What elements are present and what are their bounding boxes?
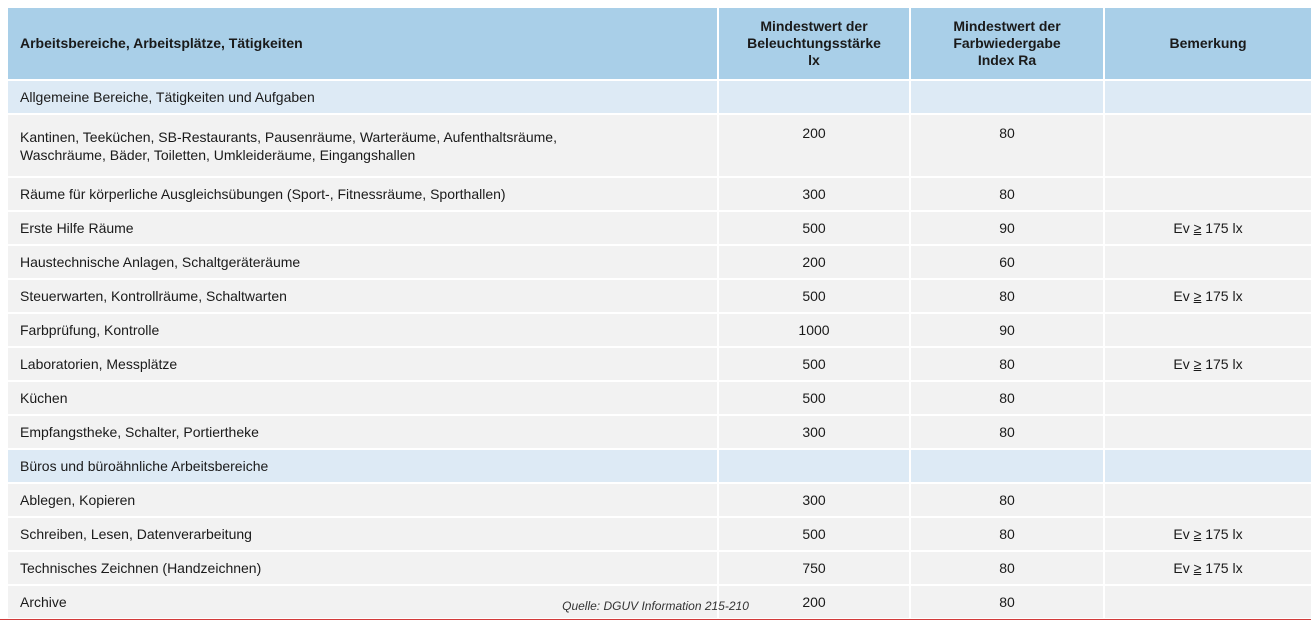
row-label: Archive: [8, 586, 719, 620]
header-illuminance-line2: Beleuchtungsstärke: [747, 35, 881, 51]
row-lx: 200: [719, 115, 911, 178]
remark-prefix: Ev: [1173, 526, 1194, 542]
section-row-office: [8, 450, 1311, 484]
row-label: Farbprüfung, Kontrolle: [8, 314, 719, 348]
row-lx: 500: [719, 518, 911, 552]
remark-suffix: 175 lx: [1201, 220, 1243, 236]
table-row: [8, 246, 1311, 280]
remark-prefix: Ev: [1173, 288, 1194, 304]
row-label: Haustechnische Anlagen, Schaltgeräteräume: [8, 246, 719, 280]
row-remark: [1105, 382, 1311, 416]
section-empty-cell: [719, 450, 911, 484]
table-row: [8, 416, 1311, 450]
table-row: [8, 552, 1311, 586]
header-illuminance: [719, 8, 911, 81]
row-lx: 500: [719, 382, 911, 416]
remark-prefix: Ev: [1173, 560, 1194, 576]
row-remark: [1105, 518, 1311, 552]
table-row: [8, 484, 1311, 518]
row-remark: [1105, 348, 1311, 382]
remark-suffix: 175 lx: [1201, 526, 1243, 542]
section-empty-cell: [1105, 81, 1311, 115]
row-label: Ablegen, Kopieren: [8, 484, 719, 518]
remark-operator: ≥: [1193, 220, 1202, 236]
row-label: Technisches Zeichnen (Handzeichnen): [8, 552, 719, 586]
row-lx: 750: [719, 552, 911, 586]
row-remark: [1105, 552, 1311, 586]
row-lx: 200: [719, 586, 911, 620]
section-empty-cell: [911, 450, 1105, 484]
remark-prefix: Ev: [1173, 220, 1194, 236]
row-ra: 80: [911, 115, 1105, 178]
section-row-general: [8, 81, 1311, 115]
remark-operator: ≥: [1193, 560, 1202, 576]
row-ra: 80: [911, 348, 1105, 382]
row-ra: 80: [911, 518, 1105, 552]
remark-prefix: Ev: [1173, 356, 1194, 372]
table-row: [8, 115, 1311, 178]
header-color-rendering-line2: Farbwiedergabe: [953, 35, 1061, 51]
row-ra: 80: [911, 484, 1105, 518]
remark-suffix: 175 lx: [1201, 560, 1243, 576]
row-ra: 80: [911, 416, 1105, 450]
row-lx: 1000: [719, 314, 911, 348]
row-lx: 300: [719, 416, 911, 450]
row-ra: 80: [911, 586, 1105, 620]
row-remark: [1105, 416, 1311, 450]
section-empty-cell: [911, 81, 1105, 115]
section-label: Allgemeine Bereiche, Tätigkeiten und Aufgaben: [8, 81, 719, 115]
row-ra: 80: [911, 382, 1105, 416]
row-ra: 80: [911, 280, 1105, 314]
remark-suffix: 175 lx: [1201, 356, 1243, 372]
row-label: Empfangstheke, Schalter, Portiertheke: [8, 416, 719, 450]
table-header-row: [8, 8, 1311, 81]
table-row: [8, 382, 1311, 416]
section-empty-cell: [719, 81, 911, 115]
header-illuminance-line3: lx: [808, 52, 820, 68]
table-row: [8, 518, 1311, 552]
table-row: [8, 348, 1311, 382]
remark-operator: ≥: [1193, 526, 1202, 542]
row-remark: [1105, 280, 1311, 314]
row-label: Erste Hilfe Räume: [8, 212, 719, 246]
row-remark: [1105, 314, 1311, 348]
table-row: [8, 212, 1311, 246]
row-label: Schreiben, Lesen, Datenverarbeitung: [8, 518, 719, 552]
table-row: [8, 280, 1311, 314]
table-row: [8, 314, 1311, 348]
row-ra: 90: [911, 212, 1105, 246]
section-label: Büros und büroähnliche Arbeitsbereiche: [8, 450, 719, 484]
row-ra: 60: [911, 246, 1105, 280]
header-color-rendering-line3: Index Ra: [977, 52, 1037, 68]
remark-operator: ≥: [1193, 356, 1202, 372]
table-row: [8, 178, 1311, 212]
header-illuminance-line1: Mindestwert der: [760, 18, 868, 34]
row-label: Räume für körperliche Ausgleichsübungen (Sport-, Fitnessräume, Sporthallen): [8, 178, 719, 212]
row-label: Küchen: [8, 382, 719, 416]
row-remark: [1105, 246, 1311, 280]
row-lx: 500: [719, 348, 911, 382]
header-color-rendering-line1: Mindestwert der: [953, 18, 1061, 34]
row-lx: 500: [719, 280, 911, 314]
row-remark: [1105, 212, 1311, 246]
row-remark: [1105, 484, 1311, 518]
row-remark: [1105, 115, 1311, 178]
remark-operator: ≥: [1193, 288, 1202, 304]
lighting-requirements-table: [8, 8, 1311, 620]
row-ra: 80: [911, 178, 1105, 212]
row-label: Steuerwarten, Kontrollräume, Schaltwarten: [8, 280, 719, 314]
lighting-table-container: [8, 8, 1311, 620]
row-ra: 80: [911, 552, 1105, 586]
source-caption: Quelle: DGUV Information 215-210: [562, 599, 749, 613]
header-color-rendering: [911, 8, 1105, 81]
section-empty-cell: [1105, 450, 1311, 484]
row-label-line1: Kantinen, Teeküchen, SB-Restaurants, Pausenräume, Warteräume, Aufenthaltsräume,: [20, 128, 557, 145]
row-lx: 500: [719, 212, 911, 246]
header-remark: Bemerkung: [1105, 8, 1311, 81]
row-lx: 300: [719, 178, 911, 212]
row-label: [8, 115, 719, 178]
row-ra: 90: [911, 314, 1105, 348]
row-lx: 300: [719, 484, 911, 518]
row-lx: 200: [719, 246, 911, 280]
row-label-line2: Waschräume, Bäder, Toiletten, Umkleideräume, Eingangshallen: [20, 146, 416, 163]
footer-rule: [0, 619, 1311, 620]
row-remark: [1105, 178, 1311, 212]
remark-suffix: 175 lx: [1201, 288, 1243, 304]
row-label: Laboratorien, Messplätze: [8, 348, 719, 382]
header-areas: Arbeitsbereiche, Arbeitsplätze, Tätigkeiten: [8, 8, 719, 81]
